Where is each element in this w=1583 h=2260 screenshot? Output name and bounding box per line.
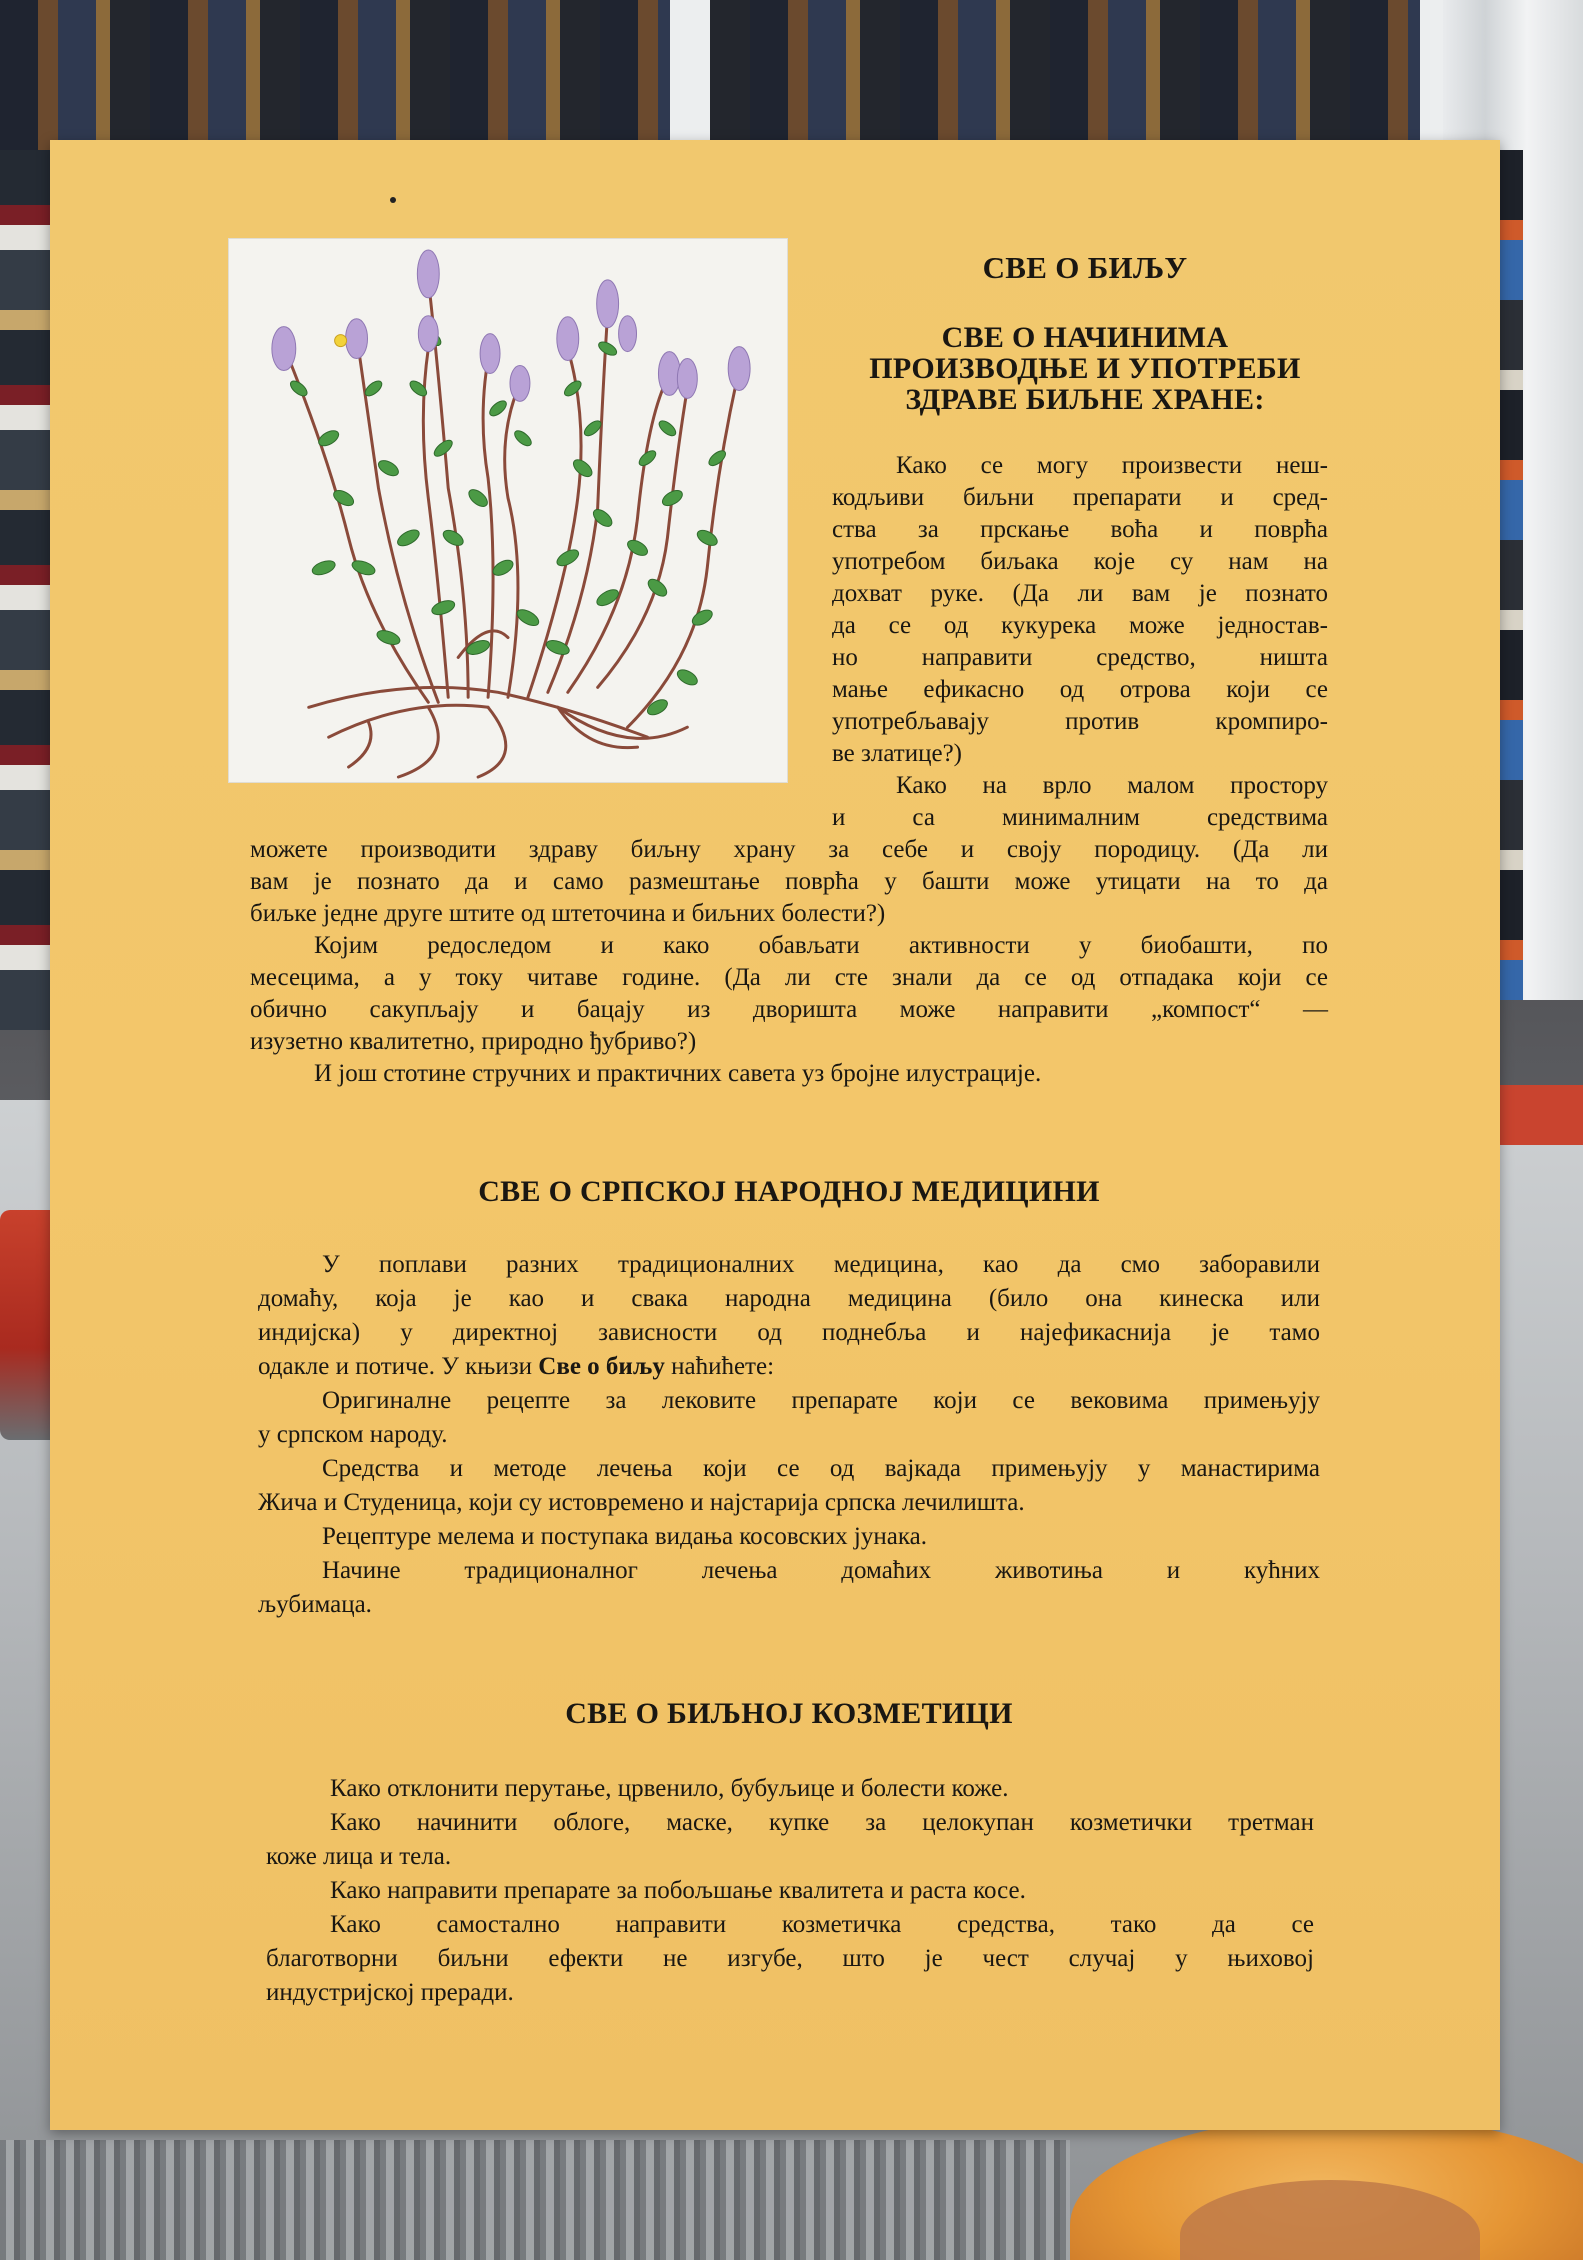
- text-fragment: наћићете:: [671, 1353, 775, 1380]
- section1-title: [830, 322, 1340, 415]
- text-line: можете производити здраву биљну храну за себе и своју породицу. (Да ли: [250, 836, 1328, 863]
- text-line: домаћу, која је као и свака народна медицина (било она кинеска или: [258, 1285, 1320, 1312]
- text-line: индијска) у директној зависности од поднебља и најефикаснија је тамо: [258, 1319, 1320, 1346]
- text-line: Средства и методе лечења који се од вајкада примењују у манастирима: [322, 1455, 1320, 1482]
- text-line: месецима, а у току читаве године. (Да ли сте знали да се од отпадака који се: [250, 964, 1328, 991]
- text-line: Како начинити облоге, маске, купке за целокупан козметички третман: [330, 1809, 1314, 1836]
- section1-column-text: [832, 450, 1328, 834]
- text-line: [258, 1350, 1320, 1384]
- text-line: коже лица и тела.: [266, 1843, 452, 1870]
- text-line: Како се могу произвести неш-: [896, 452, 1328, 479]
- plant-drawing-svg: [229, 239, 787, 782]
- section3-text: [266, 1772, 1314, 2010]
- text-fragment: одакле и потиче. У књизи: [258, 1353, 533, 1380]
- text-line: обично сакупљају и бацају из дворишта може направити „компост“ —: [250, 996, 1328, 1023]
- text-line: вам је познато да и само размештање поврћа у башти може утицати на то да: [250, 868, 1328, 895]
- text-line: изузетно квалитетно, природно ђубриво?): [250, 1028, 697, 1055]
- text-line: И још стотине стручних и практичних савета уз бројне илустрације.: [314, 1060, 1042, 1087]
- background-shelf-divider: [670, 0, 710, 160]
- text-line: Како на врло малом простору: [896, 772, 1328, 799]
- text-line: Како отклонити перутање, црвенило, бубуљице и болести коже.: [330, 1775, 1009, 1802]
- section1-title-line: ЗДРАВЕ БИЉНЕ ХРАНЕ:: [905, 383, 1265, 416]
- text-line: Оригиналне рецепте за лековите препарате који се вековима примењују: [322, 1387, 1320, 1414]
- text-line: и са минималним средствима: [832, 804, 1328, 831]
- text-line: индустријској преради.: [266, 1979, 514, 2006]
- text-line: Начине традиционалног лечења домаћих животиња и кућних: [322, 1557, 1320, 1584]
- text-line: Жича и Студеница, који су истовремено и најстарија српска лечилишта.: [258, 1489, 1025, 1516]
- text-line: У поплави разних традиционалних медицина, као да смо заборавили: [322, 1251, 1320, 1278]
- section2-text: [258, 1248, 1320, 1622]
- text-line: кодљиви биљни препарати и сред-: [832, 484, 1328, 511]
- text-line: мање ефикасно од отрова који се: [832, 676, 1328, 703]
- section1-title-line: ПРОИЗВОДЊЕ И УПОТРЕБИ: [869, 352, 1301, 385]
- text-line: ства за прскање воћа и поврћа: [832, 516, 1328, 543]
- thyme-plant-illustration: [228, 238, 788, 783]
- main-title: СВЕ О БИЉУ: [982, 250, 1188, 285]
- text-line: да се од кукурека може једностав-: [832, 612, 1328, 639]
- text-line: Како направити препарате за побољшање квалитета и раста косе.: [330, 1877, 1026, 1904]
- text-line: ве златице?): [832, 740, 963, 767]
- text-line: љубимаца.: [258, 1591, 372, 1618]
- text-line: благотворни биљни ефекти не изгубе, што је чест случај у њиховој: [266, 1945, 1314, 1972]
- print-dot: [390, 197, 396, 203]
- section1-title-line: СВЕ О НАЧИНИМА: [941, 321, 1229, 354]
- text-line: употребљавају против кромпиро-: [832, 708, 1328, 735]
- background-books-top: [0, 0, 1583, 150]
- text-line: употребом биљака које су нам на: [832, 548, 1328, 575]
- book-title: Све о биљу: [538, 1353, 665, 1380]
- text-line: но направити средство, ништа: [832, 644, 1328, 671]
- text-line: Којим редоследом и како обављати активности у биобашти, по: [314, 932, 1328, 959]
- text-line: Рецептуре мелема и поступака видања косовских јунака.: [322, 1523, 927, 1550]
- text-line: Како самостално направити козметичка средства, тако да се: [330, 1911, 1314, 1938]
- background-mat: [0, 2140, 1070, 2260]
- text-line: дохват руке. (Да ли вам је познато: [832, 580, 1328, 607]
- text-line: у српском народу.: [258, 1421, 448, 1448]
- section3-title: СВЕ О БИЉНОЈ КОЗМЕТИЦИ: [565, 1697, 1013, 1730]
- section1-full-text: [250, 834, 1328, 1090]
- text-line: биљке једне друге штите од штеточина и биљних болести?): [250, 900, 886, 927]
- section2-title: СВЕ О СРПСКОЈ НАРОДНОЈ МЕДИЦИНИ: [478, 1175, 1100, 1208]
